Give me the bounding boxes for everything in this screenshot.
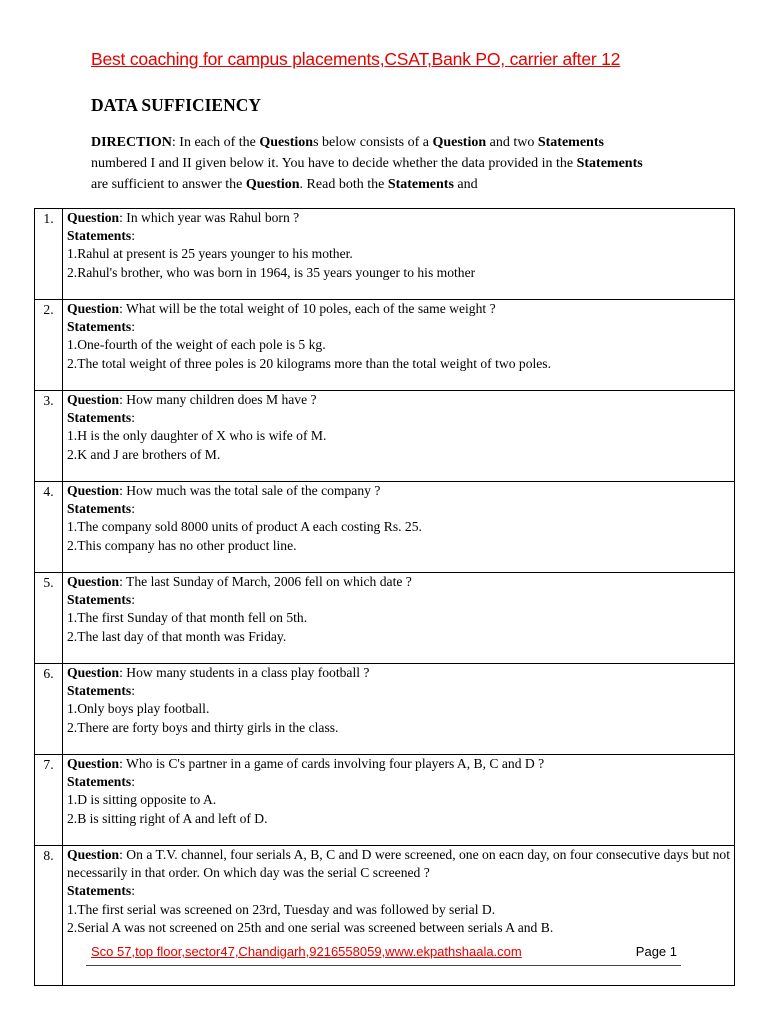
question-cell	[63, 573, 735, 664]
statement-1: 1.The first serial was screened on 23rd, Tuesday and was followed by serial D.	[67, 901, 496, 917]
question-line	[67, 391, 730, 409]
statements-label: Statements	[67, 319, 132, 335]
question-label: Question	[67, 483, 120, 498]
statement-1: 1.One-fourth of the weight of each pole is 5 kg.	[67, 337, 326, 353]
question-text: : Who is C's partner in a game of cards involving four players A, B, C and D ?	[119, 756, 545, 771]
direction-keyword: Statements	[537, 135, 604, 150]
question-line	[67, 209, 730, 227]
statements-line: Statements:	[67, 501, 135, 517]
statements-label: Statements	[67, 774, 132, 790]
question-number: 7.	[35, 755, 63, 846]
question-line	[67, 482, 730, 500]
direction-paragraph	[91, 132, 651, 195]
statement-1: 1.The company sold 8000 units of product A each costing Rs. 25.	[67, 519, 422, 535]
footer-divider	[86, 965, 681, 966]
direction-text: and two	[486, 135, 538, 150]
statements-line: Statements:	[67, 592, 135, 608]
question-line	[67, 573, 730, 591]
question-number: 8.	[35, 846, 63, 986]
direction-keyword: Question	[432, 135, 487, 150]
question-cell	[63, 664, 735, 755]
direction-label: DIRECTION	[91, 135, 172, 150]
direction-keyword: Question	[259, 135, 314, 150]
page-number: Page 1	[635, 944, 677, 959]
question-cell	[63, 482, 735, 573]
direction-keyword: Statements	[387, 177, 454, 192]
question-number: 6.	[35, 664, 63, 755]
direction-text: . Read both the	[299, 177, 388, 192]
question-number: 3.	[35, 391, 63, 482]
statement-2: 2.Serial A was not screened on 25th and one serial was screened between serials A and B.	[67, 919, 554, 935]
question-label: Question	[67, 756, 120, 771]
question-line	[67, 846, 730, 882]
question-line	[67, 300, 730, 318]
question-row-1	[35, 209, 735, 300]
direction-text: numbered I and II given below it. You have to decide whether the data provided in the	[91, 156, 577, 171]
question-label: Question	[67, 574, 120, 589]
direction-text: : In each of the	[171, 135, 260, 150]
question-label: Question	[67, 665, 120, 680]
question-row-5	[35, 573, 735, 664]
question-number: 5.	[35, 573, 63, 664]
statements-line: Statements:	[67, 883, 135, 899]
statements-label: Statements	[67, 410, 132, 426]
statement-2: 2.Rahul's brother, who was born in 1964, is 35 years younger to his mother	[67, 264, 476, 280]
statements-label: Statements	[67, 883, 132, 899]
question-text: : How many students in a class play football ?	[119, 665, 370, 680]
statements-line: Statements:	[67, 683, 135, 699]
statement-2: 2.This company has no other product line.	[67, 537, 297, 553]
statement-2: 2.The last day of that month was Friday.	[67, 628, 287, 644]
statement-1: 1.D is sitting opposite to A.	[67, 792, 217, 808]
statement-1: 1.H is the only daughter of X who is wife of M.	[67, 428, 327, 444]
question-text: : How much was the total sale of the company ?	[119, 483, 381, 498]
footer-address-link[interactable]: Sco 57,top floor,sector47,Chandigarh,9216558059,www.ekpathshaala.com	[91, 944, 522, 959]
question-label: Question	[67, 847, 120, 862]
statement-1: 1.Only boys play football.	[67, 701, 210, 717]
question-row-3	[35, 391, 735, 482]
question-line	[67, 664, 730, 682]
statement-2: 2.B is sitting right of A and left of D.	[67, 810, 268, 826]
question-label: Question	[67, 301, 120, 316]
question-label: Question	[67, 210, 120, 225]
question-row-4	[35, 482, 735, 573]
coaching-banner: Best coaching for campus placements,CSAT,Bank PO, carrier after 12	[91, 49, 621, 69]
statement-2: 2.K and J are brothers of M.	[67, 446, 221, 462]
direction-text: s below consists of a	[313, 135, 433, 150]
question-text: : In which year was Rahul born ?	[119, 210, 300, 225]
question-number: 1.	[35, 209, 63, 300]
statements-line: Statements:	[67, 410, 135, 426]
questions-table	[34, 208, 735, 986]
question-cell	[63, 209, 735, 300]
statements-line: Statements:	[67, 774, 135, 790]
statement-2: 2.The total weight of three poles is 20 kilograms more than the total weight of two poles.	[67, 355, 551, 371]
direction-keyword: Statements	[576, 156, 643, 171]
question-text: : How many children does M have ?	[119, 392, 317, 407]
direction-keyword: Question	[245, 177, 300, 192]
question-text: : On a T.V. channel, four serials A, B, C and D were screened, one on eacn day, on four consecutive days but not necessarily in that order. On which day was the serial C screened ?	[67, 847, 730, 881]
statements-label: Statements	[67, 592, 132, 608]
question-label: Question	[67, 392, 120, 407]
question-number: 2.	[35, 300, 63, 391]
question-text: : The last Sunday of March, 2006 fell on which date ?	[119, 574, 412, 589]
question-line	[67, 755, 730, 773]
question-row-7	[35, 755, 735, 846]
statements-line: Statements:	[67, 319, 135, 335]
question-row-2	[35, 300, 735, 391]
direction-text: are sufficient to answer the	[91, 177, 246, 192]
question-cell	[63, 391, 735, 482]
statement-2: 2.There are forty boys and thirty girls in the class.	[67, 719, 339, 735]
question-text: : What will be the total weight of 10 poles, each of the same weight ?	[119, 301, 496, 316]
statements-line: Statements:	[67, 228, 135, 244]
page-title: DATA SUFFICIENCY	[91, 95, 261, 115]
question-cell	[63, 300, 735, 391]
statements-label: Statements	[67, 683, 132, 699]
statement-1: 1.The first Sunday of that month fell on 5th.	[67, 610, 308, 626]
page-footer	[91, 944, 681, 966]
statements-label: Statements	[67, 228, 132, 244]
statements-label: Statements	[67, 501, 132, 517]
direction-text: and	[453, 177, 478, 192]
question-cell	[63, 755, 735, 846]
question-number: 4.	[35, 482, 63, 573]
statement-1: 1.Rahul at present is 25 years younger to his mother.	[67, 246, 353, 262]
question-row-6	[35, 664, 735, 755]
